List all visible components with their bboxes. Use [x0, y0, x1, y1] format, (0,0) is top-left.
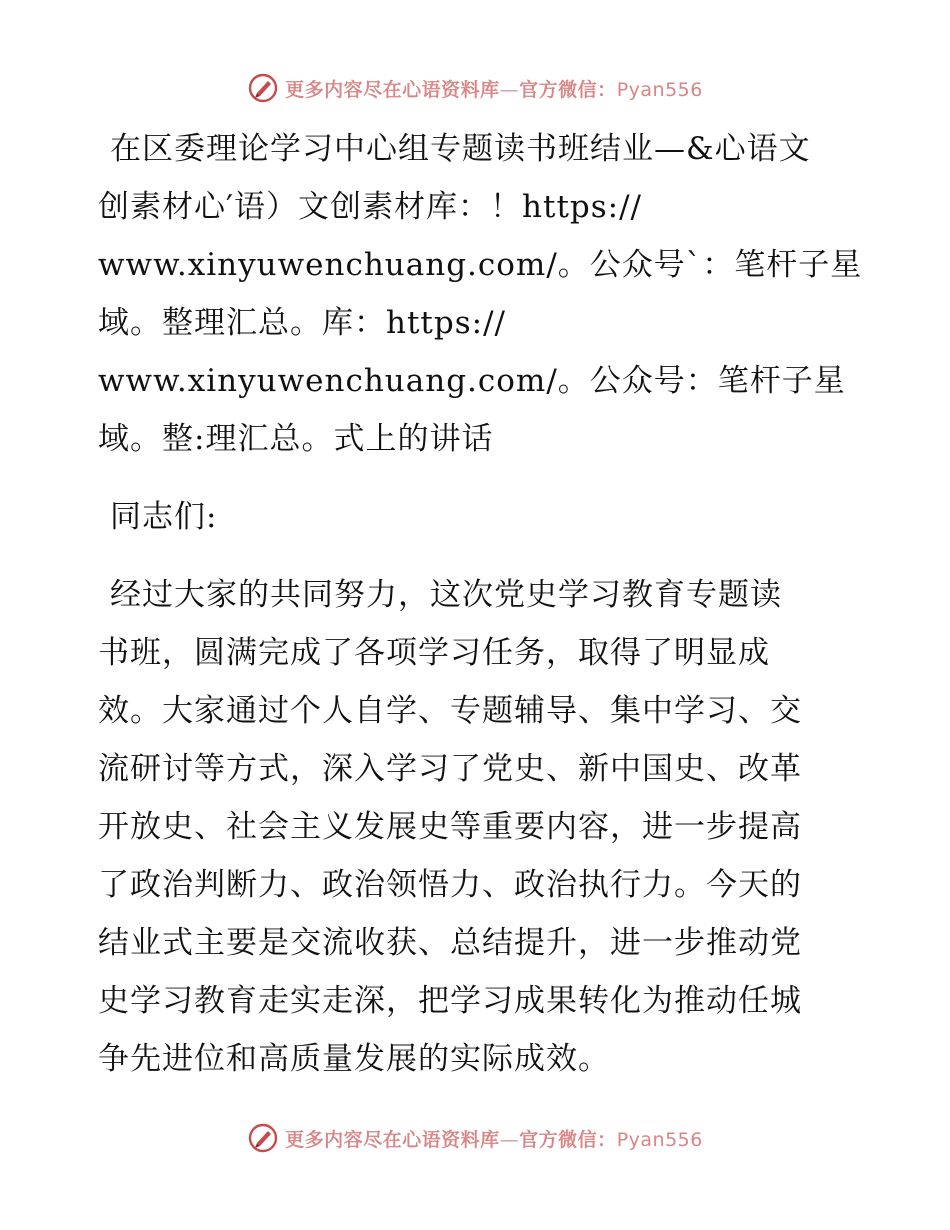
title-line: 域。整理汇总。库：https://	[98, 305, 506, 341]
paragraph-line: 效。大家通过个人自学、专题辅导、集中学习、交	[98, 693, 802, 729]
body-paragraph	[98, 566, 858, 1088]
banner-text	[285, 75, 703, 102]
xinyu-logo-icon	[247, 1122, 279, 1154]
banner-secondary-text: 官方微信：	[519, 1128, 617, 1151]
title-line: 创素材心′语）文创素材库：！https://	[98, 189, 643, 225]
banner-main-text: 更多内容尽在心语资料库	[285, 1128, 500, 1151]
title-line: 域。整:理汇总。式上的讲话	[98, 421, 494, 457]
banner-separator: —	[499, 1128, 520, 1151]
paragraph-line: 经过大家的共同努力，这次党史学习教育专题读	[110, 577, 782, 613]
paragraph-line: 了政治判断力、政治领悟力、政治执行力。今天的	[98, 867, 802, 903]
document-title	[98, 120, 863, 468]
banner-secondary-text: 官方微信：	[519, 78, 617, 101]
xinyu-logo-icon	[247, 72, 279, 104]
document-body	[98, 120, 863, 1088]
header-banner	[0, 72, 950, 104]
paragraph-line: 开放史、社会主义发展史等重要内容，进一步提高	[98, 809, 802, 845]
footer-banner	[0, 1122, 950, 1154]
banner-separator: —	[499, 78, 520, 101]
paragraph-line: 流研讨等方式，深入学习了党史、新中国史、改革	[98, 751, 802, 787]
paragraph-line: 争先进位和高质量发展的实际成效。	[98, 1041, 610, 1077]
paragraph-line: 史学习教育走实走深，把学习成果转化为推动任城	[98, 983, 802, 1019]
paragraph-line: 结业式主要是交流收获、总结提升，进一步推动党	[98, 925, 802, 961]
salutation: 同志们:	[110, 499, 218, 535]
banner-main-text: 更多内容尽在心语资料库	[285, 78, 500, 101]
title-line: www.xinyuwenchuang.com/。公众号`：笔杆子星	[98, 247, 863, 283]
banner-handle: Pyan556	[616, 78, 703, 101]
banner-text	[285, 1125, 703, 1152]
paragraph-line: 书班，圆满完成了各项学习任务，取得了明显成	[98, 635, 770, 671]
title-line: www.xinyuwenchuang.com/。公众号：笔杆子星	[98, 363, 846, 399]
banner-handle: Pyan556	[616, 1128, 703, 1151]
title-line: 在区委理论学习中心组专题读书班结业—&心语文	[110, 131, 811, 167]
